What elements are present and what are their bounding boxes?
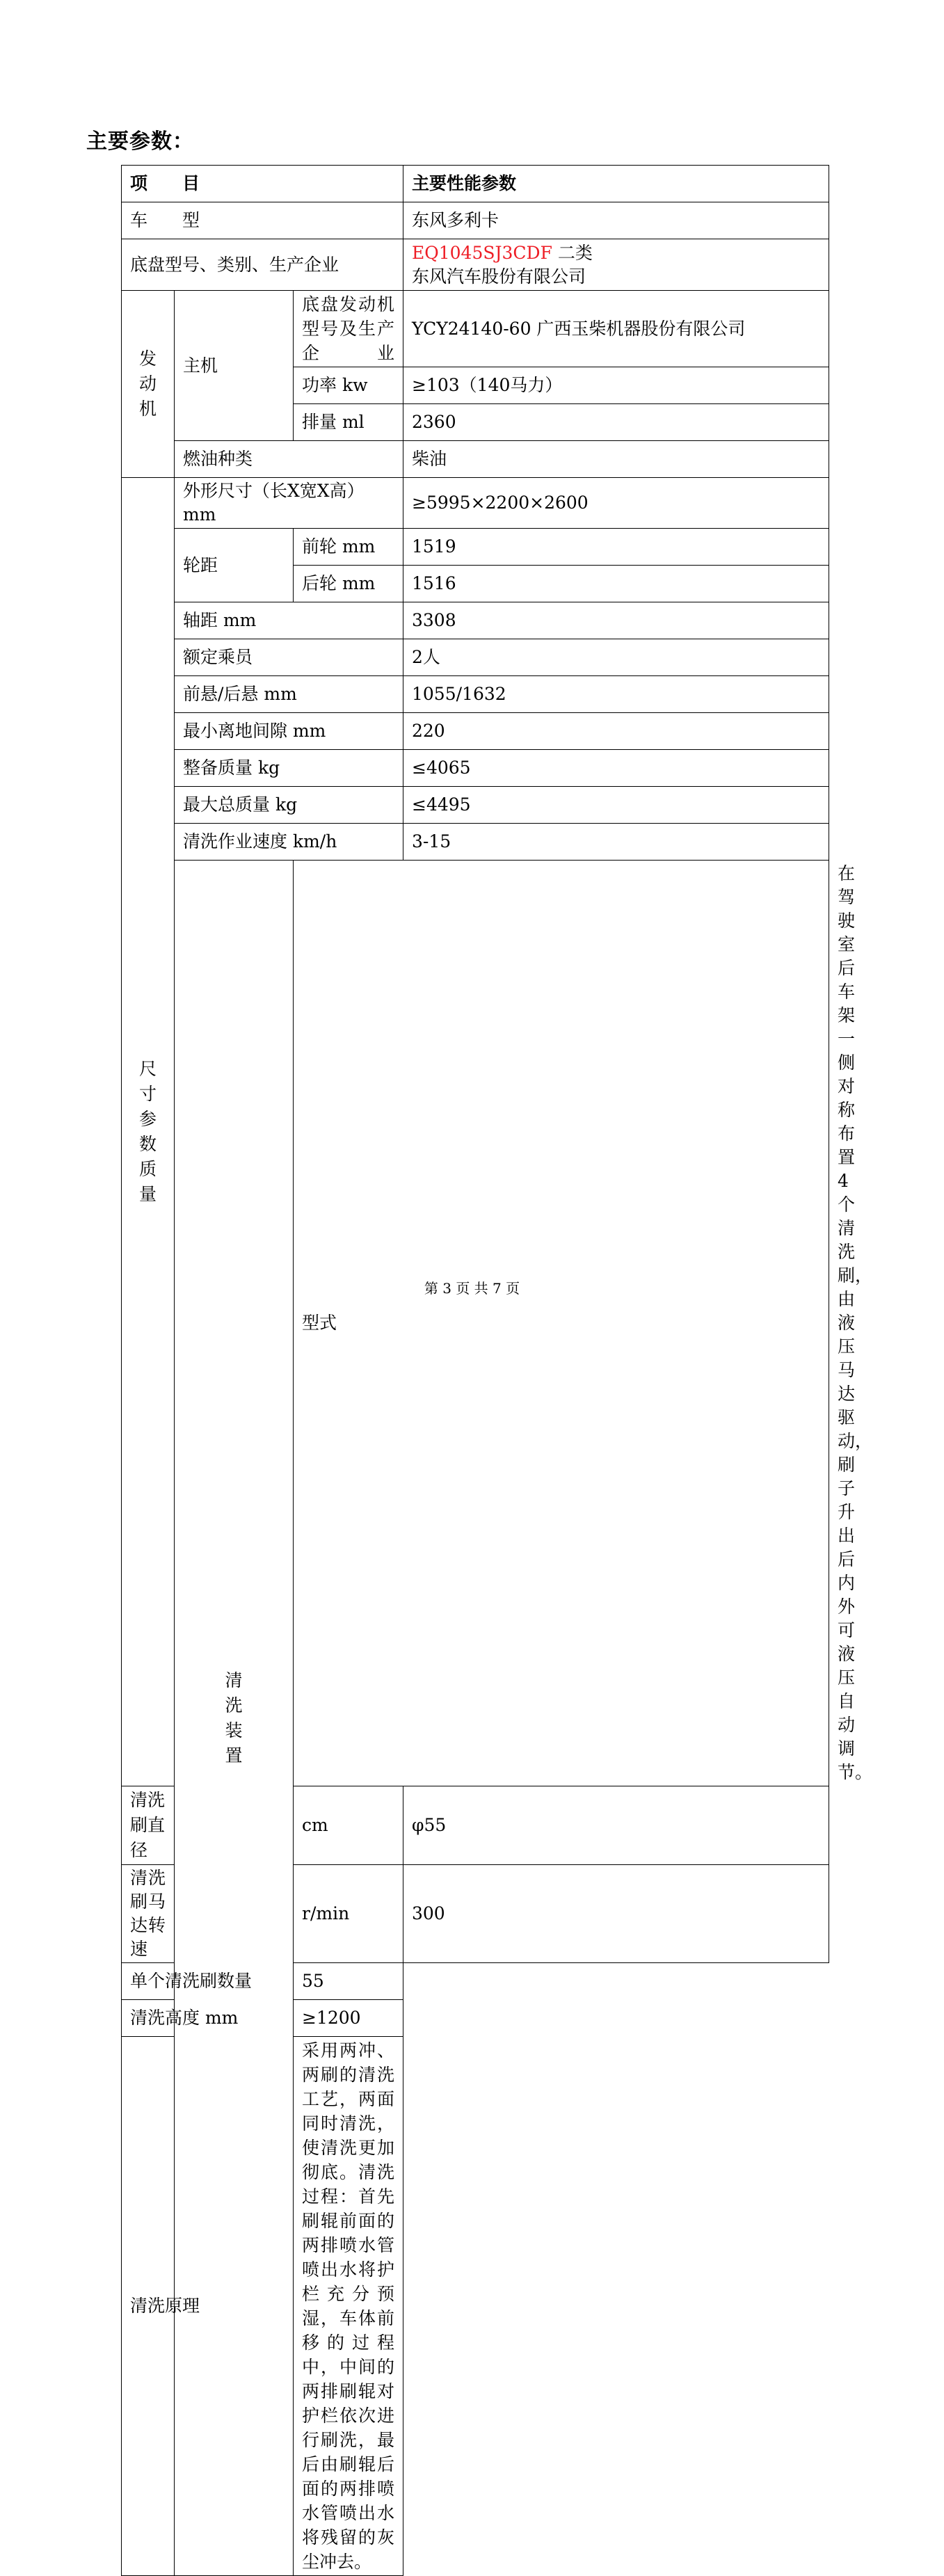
track-label: 轮距 [175,529,294,602]
table-row [122,824,829,861]
clearance-value: 220 [403,713,829,750]
cleaning-height-value: ≥1200 [294,2000,403,2037]
engine-model-label: 底盘发动机型号及生产企业 [294,291,403,367]
gross-mass-label: 最大总质量 kg [175,787,403,824]
page-footer: 第 3 页 共 7 页 [424,1280,520,1297]
engine-displacement-value: 2360 [403,404,829,441]
fuel-type-value: 柴油 [403,441,829,478]
cleaning-height-label: 清洗高度 mm [122,2000,294,2037]
table-row [122,202,829,239]
engine-displacement-label: 排量 ml [294,404,403,441]
dimensions-group-label: 尺寸参数质量 [122,478,175,1786]
spec-table [121,165,873,2576]
table-row [122,713,829,750]
engine-group-label: 发动机 [122,291,175,478]
work-speed-value: 3-15 [403,824,829,861]
cleaning-type-label: 型式 [294,861,829,1786]
cleaning-principle-value: 采用两冲、两刷的清洗工艺，两面同时清洗，使清洗更加彻底。清洗过程：首先刷辊前面的两排喷水管喷出水将护栏充分预湿，车体前移的过程中，中间的两排刷辊对护栏依次进行刷洗，最后由刷辊后面的两排喷水管喷出水将残留的灰尘冲去。 [294,2037,403,2576]
table-row [122,676,829,713]
chassis-maker: 东风汽车股份有限公司 [412,266,586,287]
table-row [122,1963,829,2000]
chassis-value [403,239,829,291]
curb-mass-label: 整备质量 kg [175,750,403,787]
engine-model-value: YCY24140-60 广西玉柴机器股份有限公司 [403,291,829,367]
engine-power-value: ≥103（140马力） [403,367,829,404]
front-track-label: 前轮 mm [294,529,403,566]
engine-power-label: 功率 kw [294,367,403,404]
table-row [122,529,829,566]
chassis-model: EQ1045SJ3CDF [412,242,552,263]
rear-track-label: 后轮 mm [294,566,403,602]
brush-count-value: 55 [294,1963,403,2000]
crew-value: 2人 [403,639,829,676]
table-row [122,478,829,529]
brush-count-label: 单个清洗刷数量 [122,1963,294,2000]
curb-mass-value: ≤4065 [403,750,829,787]
crew-label: 额定乘员 [175,639,403,676]
vehicle-type-label: 车 型 [122,202,403,239]
work-speed-label: 清洗作业速度 km/h [175,824,403,861]
brush-motor-unit: r/min [294,1865,403,1963]
rear-track-value: 1516 [403,566,829,602]
overall-size-label: 外形尺寸（长X宽X高）mm [175,478,403,529]
gross-mass-value: ≤4495 [403,787,829,824]
table-row: 清洗装置 型式 在驾驶室后车架一侧对称布置4个清洗刷，由液压马达驱动，刷子升出后内外可液压自动调节。 [122,861,829,1786]
table-row [122,787,829,824]
table-row [122,239,829,291]
header-item: 项 目 [122,166,403,202]
engine-main-label: 主机 [175,291,294,441]
fuel-type-label: 燃油种类 [175,441,403,478]
cleaning-group-label: 清洗装置 [175,861,294,2576]
header-value: 主要性能参数 [403,166,829,202]
brush-diameter-value: φ55 [403,1786,829,1865]
brush-diameter-label: 清洗刷直径 [122,1786,175,1865]
brush-diameter-unit: cm [294,1786,403,1865]
cleaning-principle-label: 清洗原理 [122,2037,294,2576]
chassis-label: 底盘型号、类别、生产企业 [122,239,403,291]
clearance-label: 最小离地间隙 mm [175,713,403,750]
chassis-category: 二类 [552,242,593,263]
brush-motor-label: 清洗刷马达转速 [122,1865,175,1963]
brush-motor-value: 300 [403,1865,829,1963]
vehicle-type-value: 东风多利卡 [403,202,829,239]
overhang-value: 1055/1632 [403,676,829,713]
table-header-row [122,166,829,202]
page-heading: 主要参数： [86,129,194,154]
table-row [122,750,829,787]
table-row [122,2000,829,2037]
table-row [122,2037,829,2576]
table-row [122,291,829,367]
overall-size-value: ≥5995×2200×2600 [403,478,829,529]
wheelbase-value: 3308 [403,602,829,639]
table-row [122,639,829,676]
table-row [122,441,829,478]
table-row [122,602,829,639]
overhang-label: 前悬/后悬 mm [175,676,403,713]
front-track-value: 1519 [403,529,829,566]
wheelbase-label: 轴距 mm [175,602,403,639]
